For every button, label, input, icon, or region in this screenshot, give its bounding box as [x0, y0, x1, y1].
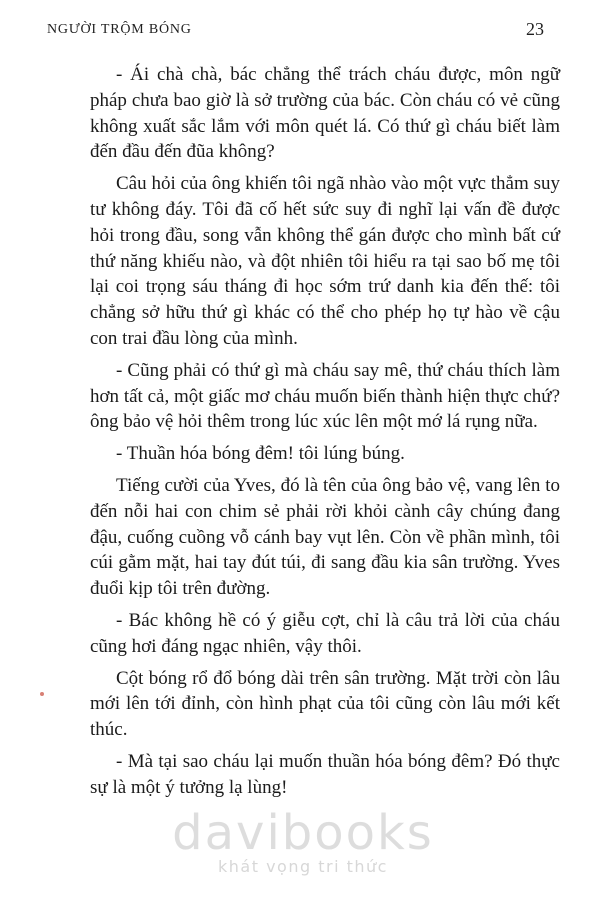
paragraph: - Cũng phải có thứ gì mà cháu say mê, thứ cháu thích làm hơn tất cả, một giấc mơ cháu muốn biến thành hiện thực chứ? ông bảo vệ hỏi thêm trong lúc xúc lên một mớ lá rụng nữa.	[90, 359, 560, 433]
watermark-slogan: khát vọng tri thức	[218, 857, 388, 876]
paragraph: - Bác không hề có ý giễu cợt, chỉ là câu trả lời của cháu cũng hơi đáng ngạc nhiên, vậy thôi.	[90, 609, 560, 657]
paragraph: - Thuần hóa bóng đêm! tôi lúng búng.	[116, 443, 405, 465]
paragraph: Tiếng cười của Yves, đó là tên của ông bảo vệ, vang lên to đến nỗi hai con chim sẻ phải rời khỏi cành cây chúng đang đậu, cuống cuồng vỗ cánh bay vụt lên. Còn về phần mình, tôi cúi gằm mặt, hai tay đút túi, đi sang đầu kia sân trường. Yves đuổi kịp tôi trên đường.	[90, 474, 560, 600]
watermark	[148, 805, 458, 876]
page-number: 23	[526, 19, 544, 39]
paragraph: - Mà tại sao cháu lại muốn thuần hóa bóng đêm? Đó thực sự là một ý tưởng lạ lùng!	[90, 750, 560, 798]
watermark-brand: davibooks	[172, 805, 434, 861]
paragraph: Cột bóng rổ đổ bóng dài trên sân trường. Mặt trời còn lâu mới lên tới đỉnh, còn hình phạt của tôi cũng còn lâu mới kết thúc.	[90, 667, 560, 741]
paragraph: - Ái chà chà, bác chẳng thể trách cháu được, môn ngữ pháp chưa bao giờ là sở trường của bác. Còn cháu có vẻ cũng không xuất sắc lắm với môn quét lá. Có thứ gì cháu biết làm đến đầu đến đũa không?	[90, 64, 560, 163]
stray-ink-mark	[40, 692, 44, 696]
paragraph: Câu hỏi của ông khiến tôi ngã nhào vào một vực thẳm suy tư không đáy. Tôi đã cố hết sức suy đi nghĩ lại vấn đề được hỏi trong đầu, song vẫn không thể gán được cho mình bất cứ thứ năng khiếu nào, và đột nhiên tôi hiểu ra tại sao bố mẹ tôi lại coi trọng sáu tháng đi học sớm trứ danh kia đến thế: tôi chẳng sở hữu thứ gì khác có thể cho phép họ tự hào về cậu con trai đầu lòng của mình.	[90, 173, 560, 349]
running-head-title: NGƯỜI TRỘM BÓNG	[47, 22, 192, 37]
body-text	[90, 62, 560, 801]
